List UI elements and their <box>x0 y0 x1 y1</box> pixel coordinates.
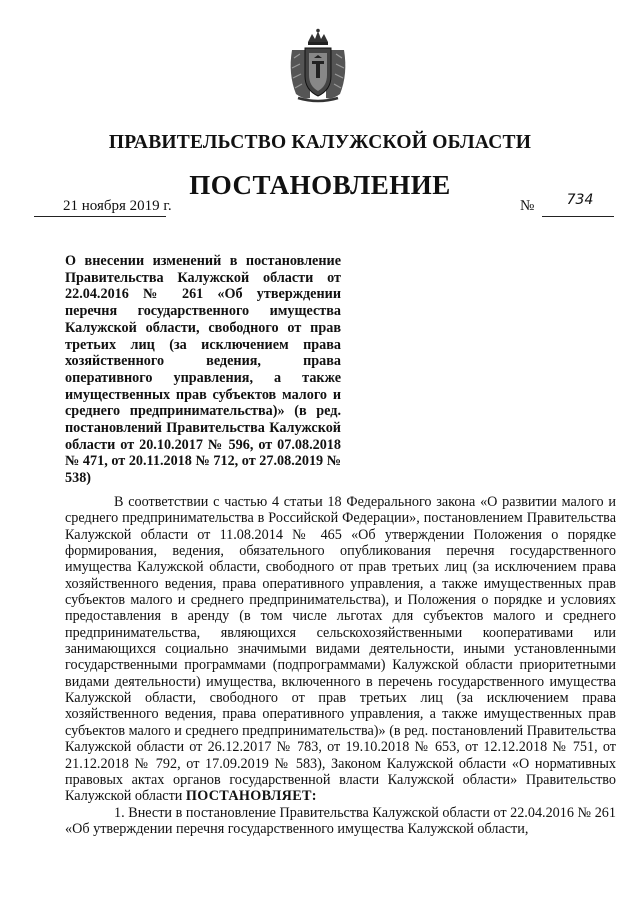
preamble-text: В соответствии с частью 4 статьи 18 Федерального закона «О развитии малого и среднего предпринимательства в Российской Федерации», постановлением Правительства Калужской области от 11.08.2014 № 465 «Об утверждении Положения о порядке формирования, ведения, обязательного опубликования перечня государственного имущества Калужской области, свободного от прав третьих лиц (за исключением права хозяйственного ведения, права оперативного управления, а также имущественных прав субъектов малого и среднего предпринимательства), и Положения о порядке и условиях предоставления в аренду (в том числе льготах для субъектов малого и среднего предпринимательства, являющихся сельскохозяйственными кооперативами или занимающихся социально значимыми видами деятельности, иными установленными государственными программами (подпрограммами) Калужской области приоритетными видами деятельности) имущества, включенного в перечень государственного имущества Калужской области, свободного от прав третьих лиц (за исключением права хозяйственного ведения, права оперативного управления, а также имущественных прав субъектов малого и среднего предпринимательства)» (в ред. постановлений Правительства Калужской области от 26.12.2017 № 783, от 19.10.2018 № 653, от 12.12.2018 № 751, от 21.12.2018 № 792, от 17.09.2019 № 583), Законом Калужской области «О нормативных правовых актах органов государственной власти Калужской области» Правительство Калужской области <box>65 494 616 805</box>
resolves-heading: ПОСТАНОВЛЯЕТ: <box>185 788 317 805</box>
number-sign: № <box>520 198 535 214</box>
government-title: ПРАВИТЕЛЬСТВО КАЛУЖСКОЙ ОБЛАСТИ <box>108 132 532 153</box>
document-body <box>65 494 616 837</box>
preamble-paragraph <box>65 494 616 805</box>
document-type-title: ПОСТАНОВЛЕНИЕ <box>189 170 451 200</box>
document-subject: О внесении изменений в постановление Правительства Калужской области от 22.04.2016 № 261 «Об утверждении перечня государственного имущества Калужской области, свободного от прав третьих лиц (за исключением права хозяйственного ведения, права оперативного управления, а также имущественных прав субъектов малого и среднего предпринимательства)» (в ред. постановлений Правительства Калужской области от 20.10.2017 № 596, от 07.08.2018 № 471, от 20.11.2018 № 712, от 27.08.2019 № 538) <box>65 253 341 487</box>
date-underline <box>34 216 166 217</box>
coat-of-arms-icon <box>286 28 350 104</box>
item-1-paragraph: 1. Внести в постановление Правительства Калужской области от 22.04.2016 № 261 «Об утверждении перечня государственного имущества Калужской области, <box>65 804 616 837</box>
number-underline <box>542 216 614 217</box>
document-date: 21 ноября 2019 г. <box>63 198 172 214</box>
document-number: 734 <box>566 192 594 208</box>
